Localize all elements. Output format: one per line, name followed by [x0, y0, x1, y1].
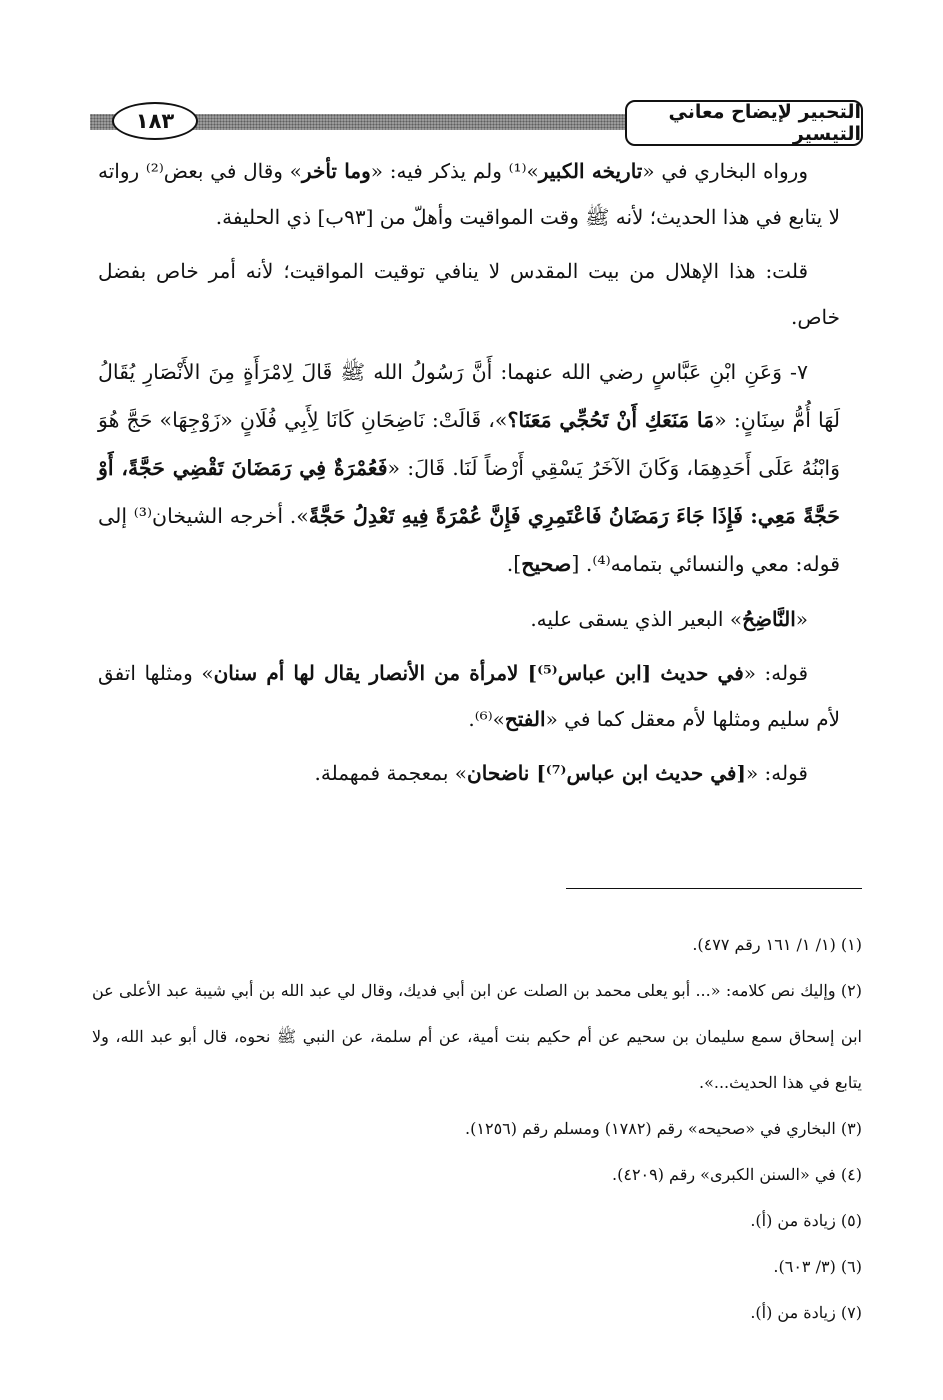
footnote-6: (٦) (٣/ ٦٠٣). [773, 1257, 862, 1276]
hadith-text-e: ». أخرجه الشيخان⁽³⁾ إلى قوله: معي والنسائي بتمامه⁽⁴⁾. [ [98, 504, 840, 576]
paragraph-2: قلت: هذا الإهلال من بيت المقدس لا ينافي توقيت المواقيت؛ لأنه أمر خاص بفضل خاص. [98, 259, 840, 329]
p6-bold-quote: [في حديث ابن عباس⁽⁷⁾] ناضحان [467, 761, 746, 785]
book-title: التحبير لإيضاح معاني التيسير [625, 100, 863, 146]
hadith-text-c: »، قَالَتْ: نَاضِحَانِ كَانَا لِأَبِي فُلَانٍ «زَوْجِهَا» حَجَّ هُوَ وَابْنُهُ عَلَى أَحَدِهِمَا، وَكَانَ الآخَرُ يَسْقِي أَرْضاً لَنَا. قَالَ: « [98, 408, 841, 480]
footnote-separator [566, 888, 862, 889]
p1-text-c: »⁽¹⁾ ولم يذكر فيه: « [370, 159, 539, 183]
footnote-2: (٢) وإليك نص كلامه: «... أبو يعلى محمد بن الصلت عن ابن أبي فديك، وقال لي عبد الله بن أبي شيبة عبد الأعلى عن ابن إسحاق سمع سليمان بن سحيم عن أم حكيم بنت أمية، عن أم سلمة، عن النبي ﷺ نحوه، قال أبو عبد الله، ولا يتابع في هذا الحديث...». [92, 981, 862, 1092]
footnote-3: (٣) البخاري في «صحيحه» رقم (١٧٨٢) ومسلم رقم (١٢٥٦). [465, 1119, 862, 1138]
p4-text-c: » البعير الذي يسقى عليه. [530, 607, 743, 631]
p4-text-a: « [795, 607, 808, 631]
p1-text-a: ورواه البخاري في « [642, 159, 809, 183]
p5-text-a: قوله: « [743, 661, 809, 685]
p1-bold-quote: وما تأخر [301, 159, 371, 183]
paragraph-1 [98, 148, 840, 240]
paragraph-6 [98, 750, 840, 796]
p5-bold-quote: في حديث [ابن عباس⁽⁵⁾] لامرأة من الأنصار يقال لها أم سنان [213, 661, 744, 685]
p5-bold-source: الفتح [504, 707, 546, 731]
p4-bold-term: النَّاضِحُ [742, 607, 796, 631]
footnote-4: (٤) في «السنن الكبرى» رقم (٤٢٠٩). [612, 1165, 862, 1184]
p5-text-c: » ومثلها اتفق لأم سليم ومثلها لأم معقل كما في « [98, 661, 840, 731]
p5-text-e: »⁽⁶⁾. [468, 707, 505, 731]
footnotes [92, 922, 862, 1336]
footnote-7: (٧) زيادة من (أ). [750, 1303, 862, 1322]
hadith-grade: صحيح [521, 552, 572, 576]
page-header [90, 100, 863, 146]
page-number: ١٨٣ [112, 102, 198, 140]
paragraph-4 [98, 596, 840, 642]
main-text [98, 148, 840, 804]
hadith-text-a: ٧- وَعَنِ ابْنِ عَبَّاسٍ رضي الله عنهما: أَنَّ رَسُولُ الله ﷺ قَالَ لِامْرَأَةٍ مِنَ الأَنْصَارِ يُقَالُ لَهَا أُمُّ سِنَانٍ: « [98, 360, 840, 432]
hadith-paragraph [98, 348, 840, 588]
footnote-5: (٥) زيادة من (أ). [750, 1211, 862, 1230]
p6-text-a: قوله: « [745, 761, 808, 785]
hadith-bold-b: مَا مَنَعَكِ أَنْ تَحُجِّي مَعَنَا؟ [507, 408, 715, 432]
hadith-text-g: ]. [506, 552, 522, 576]
p1-text-e: » وقال في بعض⁽²⁾ رواته لا يتابع في هذا الحديث؛ لأنه ﷺ وقت المواقيت وأهلّ من [٩٣ب] ذي الحليفة. [98, 159, 840, 229]
paragraph-5 [98, 650, 840, 742]
p6-text-c: » بمعجمة فمهملة. [314, 761, 468, 785]
footnote-1: (١) (١/ ١/ ١٦١ رقم ٤٧٧). [692, 935, 862, 954]
p1-bold-title: تاريخه الكبير [538, 159, 643, 183]
hadith-bold-d: فَعُمْرَةٌ فِي رَمَضَانَ تَقْضِي حَجَّةً، أَوْ حَجَّةً مَعِي: فَإِذَا جَاءَ رَمَضَانُ فَاعْتَمِرِي فَإِنَّ عُمْرَةً فِيهِ تَعْدِلُ حَجَّةً [98, 456, 840, 528]
